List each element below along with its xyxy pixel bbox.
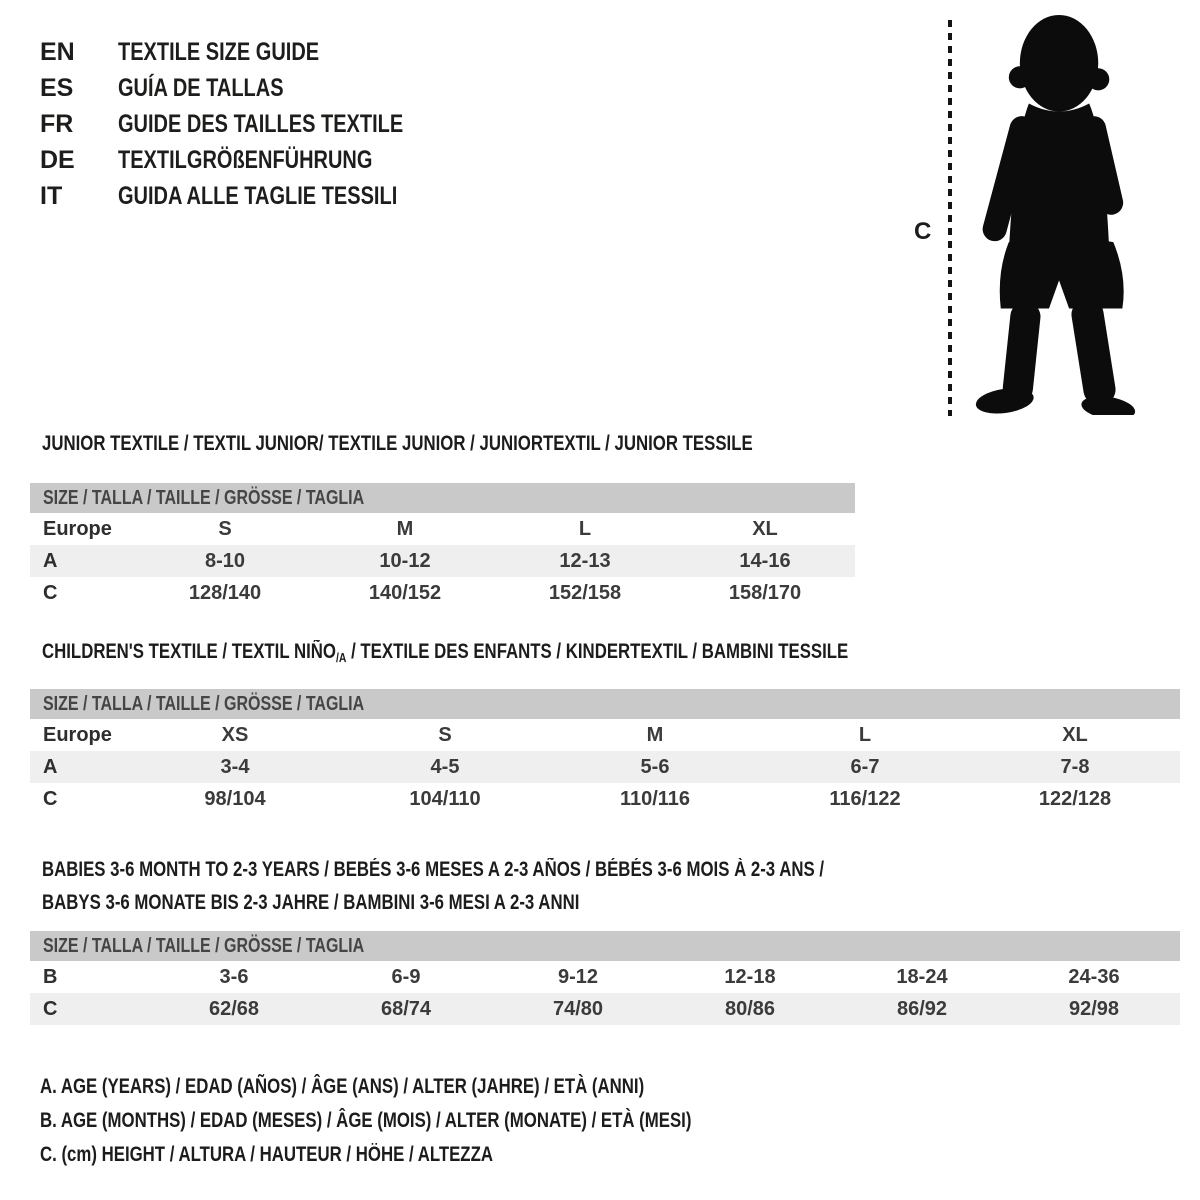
size-header-bar (30, 689, 1180, 719)
row-label: B (43, 965, 58, 988)
language-row-es (40, 70, 475, 106)
children-heading-post: / TEXTILE DES ENFANTS / KINDERTEXTIL / BAMBINI TESSILE (346, 640, 849, 663)
height-dotted-line (948, 20, 952, 416)
size-cell: L (578, 517, 592, 540)
language-code: ES (40, 73, 74, 102)
guide-title-en: TEXTILE SIZE GUIDE (118, 37, 320, 66)
children-heading-subscript: /A (335, 649, 347, 665)
age-cell: 14-16 (739, 549, 791, 572)
legend-block (40, 1070, 854, 1172)
age-cell: 4-5 (430, 755, 460, 778)
babies-size-table (30, 931, 1180, 1025)
table-row-europe (30, 513, 855, 545)
size-cell: S (218, 517, 232, 540)
age-cell: 6-9 (391, 965, 421, 988)
babies-heading-line2: BABYS 3-6 MONATE BIS 2-3 JAHRE / BAMBINI 3-6 MESI A 2-3 ANNI (42, 891, 580, 914)
language-code: DE (40, 145, 75, 174)
language-row-en (40, 34, 475, 70)
height-cell: 110/116 (619, 787, 691, 810)
age-cell: 9-12 (557, 965, 599, 988)
height-cell: 86/92 (896, 997, 948, 1020)
height-cell: 116/122 (829, 787, 901, 810)
language-row-de (40, 142, 475, 178)
legend-height-cm: C. (cm) HEIGHT / ALTURA / HAUTEUR / HÖHE / ALTEZZA (40, 1143, 493, 1166)
row-label: A (43, 755, 58, 778)
height-cell: 140/152 (368, 581, 442, 604)
age-cell: 7-8 (1060, 755, 1090, 778)
height-cell: 80/86 (724, 997, 776, 1020)
baby-silhouette-icon (962, 13, 1138, 415)
age-cell: 6-7 (850, 755, 880, 778)
size-header-label: SIZE / TALLA / TAILLE / GRÖSSE / TAGLIA (43, 934, 365, 957)
row-label: C (43, 787, 58, 810)
language-title-list (40, 34, 475, 214)
height-cell: 104/110 (409, 787, 481, 810)
junior-size-table (30, 483, 855, 609)
height-cell: 158/170 (728, 581, 802, 604)
size-cell: M (396, 517, 414, 540)
table-row-height-cm (30, 783, 1180, 815)
language-row-it (40, 178, 475, 214)
height-measure-label-c: C (914, 218, 932, 245)
age-cell: 3-6 (219, 965, 249, 988)
children-section-heading (42, 640, 1050, 664)
guide-title-es: GUÍA DE TALLAS (118, 73, 284, 102)
guide-title-it: GUIDA ALLE TAGLIE TESSILI (118, 181, 398, 210)
table-row-height-cm (30, 993, 1180, 1025)
size-header-bar (30, 931, 1180, 961)
size-cell: L (858, 723, 872, 746)
size-cell: S (438, 723, 452, 746)
size-cell: M (646, 723, 664, 746)
language-code: IT (40, 181, 63, 210)
size-header-label: SIZE / TALLA / TAILLE / GRÖSSE / TAGLIA (43, 486, 365, 509)
row-label: Europe (43, 517, 112, 540)
age-cell: 24-36 (1068, 965, 1120, 988)
row-label: A (43, 549, 58, 572)
size-header-label: SIZE / TALLA / TAILLE / GRÖSSE / TAGLIA (43, 692, 365, 715)
legend-line-b (40, 1104, 854, 1138)
junior-section-heading (42, 432, 930, 456)
age-cell: 3-4 (220, 755, 250, 778)
children-heading-pre: CHILDREN'S TEXTILE / TEXTIL NIÑO (42, 640, 336, 663)
height-cell: 92/98 (1068, 997, 1120, 1020)
language-code: FR (40, 109, 74, 138)
age-cell: 18-24 (896, 965, 948, 988)
language-code: EN (40, 37, 75, 66)
junior-section-heading-text: JUNIOR TEXTILE / TEXTIL JUNIOR/ TEXTILE JUNIOR / JUNIORTEXTIL / JUNIOR TESSILE (42, 432, 753, 455)
guide-title-fr: GUIDE DES TAILLES TEXTILE (118, 109, 404, 138)
table-row-age-years (30, 751, 1180, 783)
legend-age-months: B. AGE (MONTHS) / EDAD (MESES) / ÂGE (MOIS) / ALTER (MONATE) / ETÀ (MESI) (40, 1109, 692, 1132)
age-cell: 10-12 (379, 549, 431, 572)
height-cell: 98/104 (204, 787, 266, 810)
language-row-fr (40, 106, 475, 142)
babies-section-heading (42, 853, 1020, 919)
height-cell: 62/68 (208, 997, 260, 1020)
children-section-heading-text (42, 640, 848, 664)
size-cell: XL (752, 517, 778, 540)
age-cell: 12-13 (559, 549, 611, 572)
height-cell: 74/80 (552, 997, 604, 1020)
table-row-age-months (30, 961, 1180, 993)
table-row-europe (30, 719, 1180, 751)
babies-heading-line1: BABIES 3-6 MONTH TO 2-3 YEARS / BEBÉS 3-6 MESES A 2-3 AÑOS / BÉBÉS 3-6 MOIS À 2-3 ANS / (42, 858, 825, 881)
row-label: C (43, 997, 58, 1020)
age-cell: 8-10 (204, 549, 246, 572)
age-cell: 12-18 (724, 965, 776, 988)
table-row-height-cm (30, 577, 855, 609)
height-cell: 128/140 (188, 581, 262, 604)
row-label: Europe (43, 723, 112, 746)
size-cell: XL (1062, 723, 1088, 746)
age-cell: 5-6 (640, 755, 670, 778)
legend-line-a (40, 1070, 854, 1104)
legend-line-c (40, 1138, 854, 1172)
guide-title-de: TEXTILGRÖßENFÜHRUNG (118, 145, 373, 174)
size-cell: XS (221, 723, 249, 746)
height-cell: 152/158 (548, 581, 622, 604)
table-row-age-years (30, 545, 855, 577)
size-header-bar (30, 483, 855, 513)
height-cell: 122/128 (1038, 787, 1112, 810)
legend-age-years: A. AGE (YEARS) / EDAD (AÑOS) / ÂGE (ANS) / ALTER (JAHRE) / ETÀ (ANNI) (40, 1075, 645, 1098)
children-size-table (30, 689, 1180, 815)
height-cell: 68/74 (380, 997, 432, 1020)
row-label: C (43, 581, 58, 604)
